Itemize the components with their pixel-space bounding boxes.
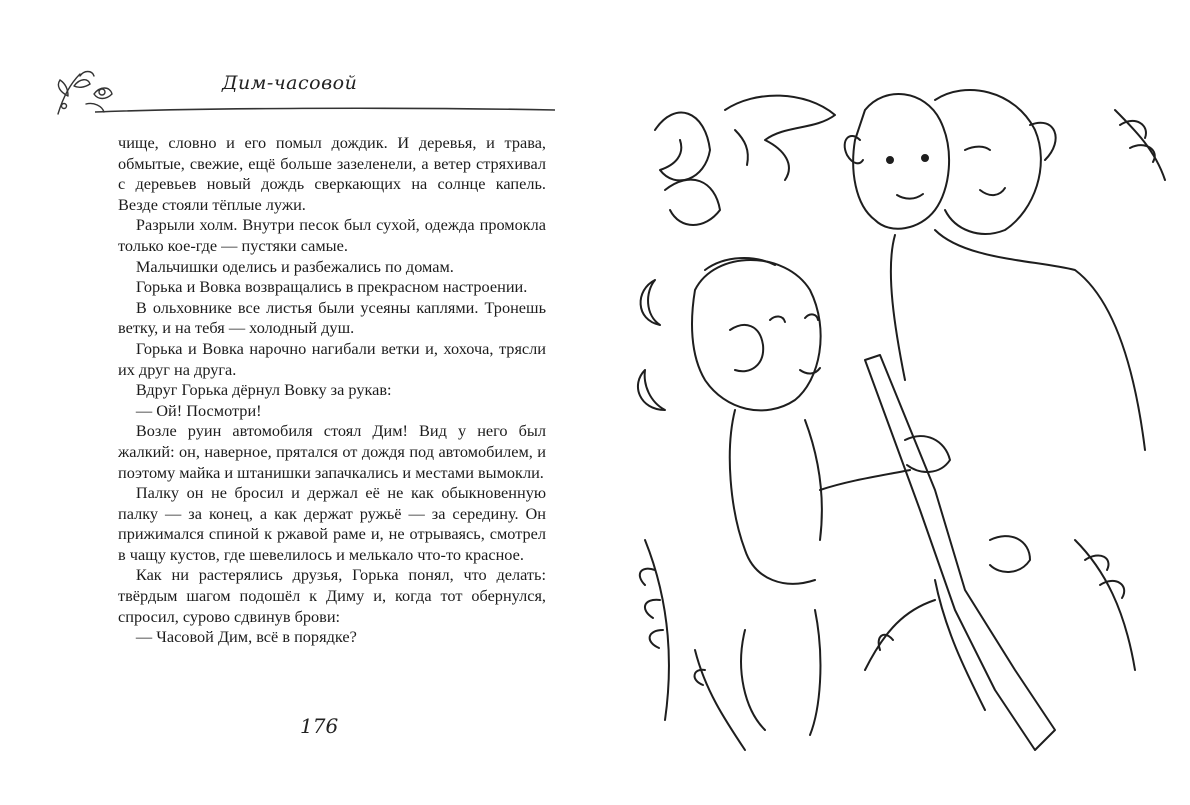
header-rule — [95, 104, 555, 116]
right-page-illustration — [635, 70, 1175, 770]
paragraph: Возле руин автомобиля стоял Дим! Вид у него был жалкий: он, наверное, прятался от дождя под автомобилем, и поэтому майка и штанишки запачкались и местами вымокли. — [118, 421, 546, 482]
paragraph: чище, словно и его помыл дождик. И деревья, и трава, обмытые, свежие, ещё больше зазеленели, а ветер стряхивал с деревьев новый дождь сверкающих на солнце капель. Везде стояли тёплые лужи. — [118, 133, 546, 214]
paragraph: Вдруг Горька дёрнул Вовку за рукав: — [135, 380, 392, 400]
rifle-icon — [865, 355, 1055, 750]
page-number: 176 — [300, 714, 339, 738]
paragraph: Горька и Вовка возвращались в прекрасном настроении. — [135, 277, 528, 297]
paragraph: Мальчишки оделись и разбежались по домам. — [135, 256, 454, 276]
fern-icon — [865, 600, 935, 670]
boys-with-rifle-illustration — [635, 70, 1175, 770]
fern-icon — [695, 650, 745, 750]
paragraph: Разрыли холм. Внутри песок был сухой, одежда промокла только кое-где — пустяки самые. — [118, 215, 546, 255]
leaf-icon — [665, 180, 720, 225]
running-head: Дим-часовой — [222, 72, 358, 94]
paragraph: — Часовой Дим, всё в порядке? — [135, 627, 357, 647]
paragraph: — Ой! Посмотри! — [135, 400, 262, 420]
leaf-icon — [655, 113, 710, 181]
body-text — [118, 133, 546, 648]
paragraph: Как ни растерялись друзья, Горька понял, что делать: твёрдым шагом подошёл к Диму и, когда тот обернулся, спросил, сурово сдвинув брови: — [118, 565, 546, 626]
crescent-icon — [641, 280, 660, 325]
fern-icon — [1075, 540, 1135, 670]
crescent-icon — [638, 370, 665, 410]
paragraph: Палку он не бросил и держал её не как обыкновенную палку — за конец, а как держат ружьё — за середину. Он прижимался спиной к ржавой раме и, не отрываясь, смотрел в чащу кустов, где шевелилось и мелькало что-то красное. — [118, 483, 546, 564]
paragraph: В ольховнике все листья были усеяны каплями. Тронешь ветку, и на тебя — холодный душ. — [118, 297, 546, 338]
paragraph: Горька и Вовка нарочно нагибали ветки и, хохоча, трясли их друг на друга. — [118, 338, 546, 379]
